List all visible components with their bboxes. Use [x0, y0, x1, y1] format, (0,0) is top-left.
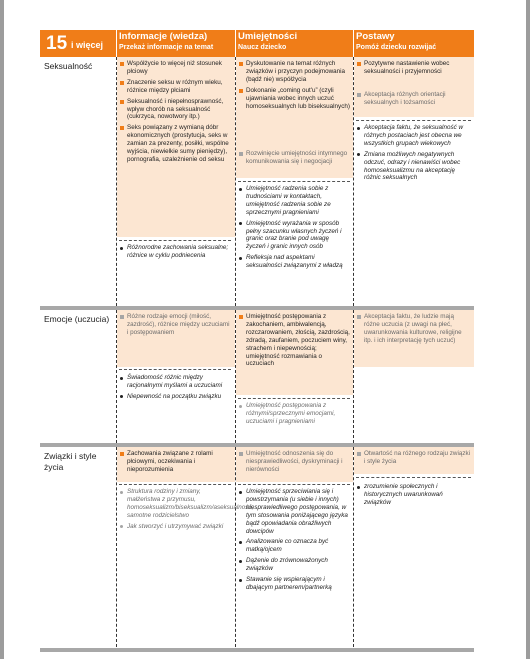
list-item: Otwartość na różnego rodzaju związki i style życia [356, 450, 471, 466]
info-primary-list [119, 450, 232, 477]
row-title: Seksualność [44, 61, 93, 71]
skills-primary-list [238, 313, 350, 371]
dashed-separator [238, 398, 350, 399]
attitudes-secondary-list [356, 124, 471, 185]
attitudes-primary-grey-list [356, 313, 471, 348]
header-col-title: Postawy [356, 31, 395, 42]
list-item: Dyskutowanie na temat różnych związków i przyczyn podejmowania (bądź nie) współżycia [238, 60, 350, 84]
row-title: Emocje (uczucia) [44, 314, 110, 324]
info-secondary-list [119, 244, 232, 263]
right-page-border [526, 0, 530, 659]
list-item: Seksualność i niepełnosprawność, wpływ chorób na seksualność (cukrzyca, nowotwory itp.) [119, 98, 232, 122]
list-item: Analizowanie co oznacza być matką/ojcem [238, 538, 350, 554]
list-item: Refleksja nad aspektami seksualności związanymi z władzą [238, 254, 350, 270]
header-col-attitudes [353, 30, 474, 57]
list-item: Umiejętność wyrażania w sposób pełny szacunku własnych życzeń i granic oraz branie pod uwagę życzeń i granic innych osób [238, 220, 350, 252]
list-item: Pozytywne nastawienie wobec seksualności i przyjemności [356, 60, 471, 76]
row-title: Związki i style życia [44, 451, 97, 472]
skills-secondary-list [238, 185, 350, 273]
list-item: Zachowania związane z rolami płciowymi, oczekiwania i nieporozumienia [119, 450, 232, 474]
info-secondary-grey-list [119, 488, 254, 534]
list-item: Seks powiązany z wymianą dóbr ekonomicznych (prostytucja, seks w zamian za prezenty, posiłki, wspólne wyjścia, niewielkie sumy pieniędzy), pornografia, uzależnienie od seksu [119, 124, 232, 164]
left-page-border [0, 0, 4, 659]
list-item: Niepewność na początku związku [119, 393, 232, 401]
list-item: Świadomość różnic między racjonalnymi myślami a uczuciami [119, 374, 232, 390]
list-item: Umiejętność postępowania z różnymi/sprzecznymi emocjami, uczuciami i pragnieniami [238, 402, 350, 426]
skills-primary-grey-list [238, 150, 350, 169]
column-divider [353, 447, 354, 647]
attitudes-primary-grey-list [356, 91, 471, 110]
skills-secondary-list [238, 488, 350, 595]
dashed-separator [356, 477, 471, 478]
skills-secondary-grey-list [238, 402, 350, 429]
header-col-skills [235, 30, 353, 57]
header-col-information [116, 30, 235, 57]
dashed-separator [119, 240, 231, 241]
list-item: Umiejętność postępowania z zakochaniem, ambiwalencją, rozczarowaniem, złością, zazdrością, zdradą, zaufaniem, poczuciem winy, strachem i niepewnością; umiejętność rozmawiania o uczuciach [238, 313, 350, 368]
age-number: 15 [46, 33, 68, 54]
section-separator [40, 648, 474, 652]
header-col-title: Umiejętności [238, 31, 298, 42]
dashed-separator [356, 120, 471, 121]
list-item: Umiejętność radzenia sobie z trudnościami w kontaktach, umiejętność radzenia sobie ze sprzecznymi pragnieniami [238, 185, 350, 217]
list-item: Dokonanie „coming out'u” (czyli ujawniania wobec innych uczuć homoseksualnych lub biseksualnych) [238, 87, 350, 111]
info-primary-grey-list [119, 313, 232, 340]
table-header [40, 30, 474, 57]
header-col-subtitle: Pomóż dziecku rozwijać [356, 44, 437, 51]
dashed-separator [119, 484, 231, 485]
list-item: Zmiana możliwych negatywnych odczuć, odrazy i nienawiści wobec homoseksualizmu na akceptację różnic seksualnych [356, 151, 471, 183]
dashed-separator [238, 181, 350, 182]
list-item: Współżycie to więcej niż stosunek płciowy [119, 60, 232, 76]
list-item: Struktura rodziny i zmiany, małżeństwa z przymusu, homoseksualizm/biseksualizm/aseksualność, samotne rodzicielstwo [119, 488, 232, 520]
attitudes-secondary-list [356, 483, 471, 510]
list-item: Akceptacja różnych orientacji seksualnych i tożsamości [356, 91, 471, 107]
attitudes-primary-grey-list [356, 450, 471, 469]
age-group-label [40, 30, 116, 57]
list-item: Znaczenie seksu w różnym wieku, różnice między płciami [119, 79, 232, 95]
header-col-title: Informacje (wiedza) [119, 31, 208, 42]
attitudes-primary-list [356, 60, 471, 79]
list-item: Umiejętność sprzeciwiania się i powstrzymania (u siebie i innych) niesprawiedliwego postępowania, w tym stosowania poniżającego języka bądź opowiadania obraźliwych dowcipów [238, 488, 350, 535]
section-sexuality [40, 57, 474, 306]
dashed-separator [238, 484, 350, 485]
info-secondary-list [119, 374, 232, 404]
skills-primary-grey-list [238, 450, 350, 477]
list-item: Różne rodzaje emocji (miłość, zazdrość), różnice między uczuciami i postępowaniem [119, 313, 232, 337]
section-emotions [40, 310, 474, 443]
list-item: Różnorodne zachowania seksualne; różnice w cyklu podniecenia [119, 244, 232, 260]
list-item: Stawanie się wspierającym i dbającym partnerem/partnerką [238, 576, 350, 592]
list-item: zrozumienie społecznych i historycznych uwarunkowań związków [356, 483, 471, 507]
info-primary-list [119, 60, 232, 167]
list-item: Akceptacja faktu, że ludzie mają różne uczucia (z uwagi na płeć, uwarunkowania kulturowe, religijne itp. i ich interpretację tych uczuć) [356, 313, 471, 345]
age-suffix: i więcej [71, 40, 104, 50]
list-item: Jak stworzyć i utrzymywać związki [119, 523, 232, 531]
list-item: Umiejętność odnoszenia się do niesprawiedliwości, dyskryminacji i nierówności [238, 450, 350, 474]
header-col-subtitle: Naucz dziecko [238, 44, 287, 51]
header-col-subtitle: Przekaż informacje na temat [119, 44, 214, 51]
dashed-separator [119, 369, 231, 370]
section-relationships [40, 447, 474, 647]
list-item: Dążenie do zrównoważonych związków [238, 557, 350, 573]
list-item: Akceptacja faktu, że seksualność w różnych postaciach jest obecna we wszystkich grupach wiekowych [356, 124, 471, 148]
skills-primary-list [238, 60, 350, 113]
list-item: Rozwinięcie umiejętności intymnego komunikowania się i negocjacji [238, 150, 350, 166]
